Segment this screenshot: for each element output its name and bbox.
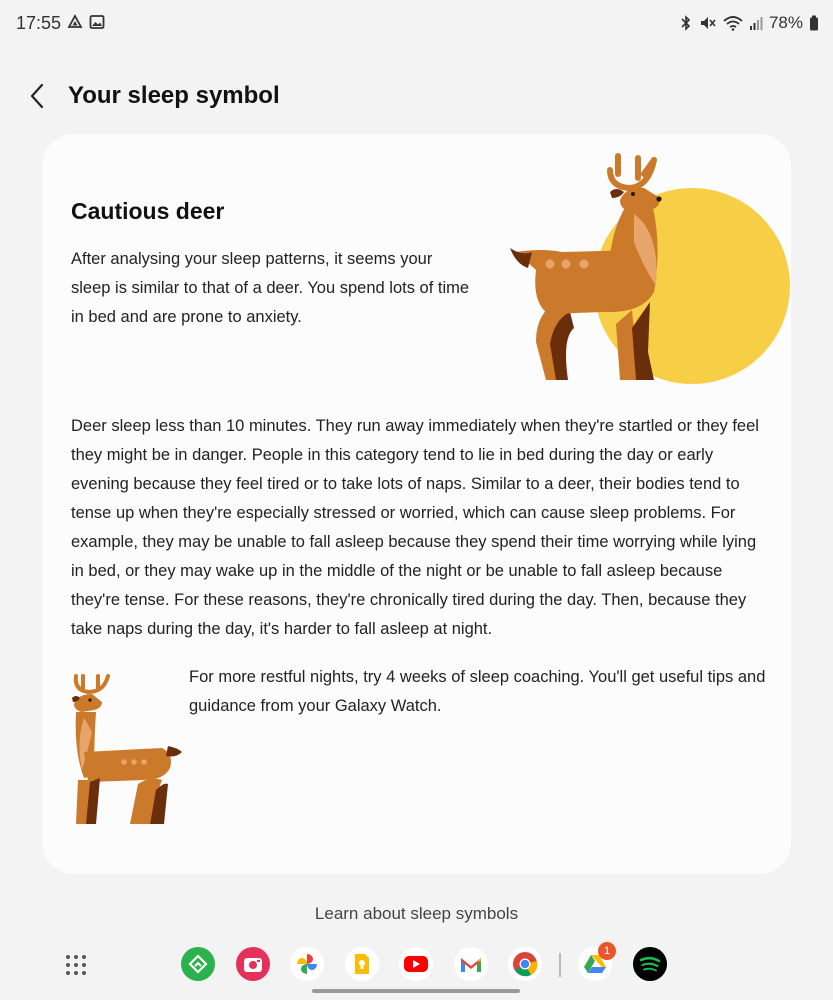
status-bar [0,0,833,48]
app-drawer-icon[interactable] [65,954,87,976]
deer-with-sun-illustration [502,152,792,384]
signal-icon [749,15,763,31]
bluetooth-icon [679,15,693,31]
feedly-icon[interactable] [181,947,215,981]
app-header [0,70,833,126]
taskbar-divider [559,953,561,977]
keep-icon[interactable] [345,947,379,981]
coaching-text: For more restful nights, try 4 weeks of sleep coaching. You'll get useful tips and guidance from your Galaxy Watch. [189,668,766,715]
page-title: Your sleep symbol [68,82,280,109]
chrome-icon[interactable] [508,947,542,981]
taskbar [0,942,833,988]
gallery-notification-icon [89,14,105,30]
youtube-icon[interactable] [399,947,433,981]
back-button[interactable] [22,80,54,112]
drive-notification-icon [67,14,83,30]
spotify-logo-icon [639,955,661,973]
status-time: 17:55 [16,13,62,33]
gmail-icon[interactable] [454,947,488,981]
mute-icon [699,15,717,31]
wifi-icon [723,15,743,31]
battery-icon [809,15,819,31]
deer-illustration [70,672,182,824]
battery-percent: 78% [768,13,803,32]
detail-text: Deer sleep less than 10 minutes. They run away immediately when they're startled or they feel they might be in danger. People in this category tend to lie in bed during the day or early evening because they feel tired or to take lots of naps. Similar to a deer, their bodies tend to tense up when they're especially stressed or worried, which can cause sleep problems. For example, they may be unable to fall asleep because they spend their time worrying while lying in bed, or they may wake up in the middle of the night or be unable to fall asleep because they're tense. For these reasons, they're chronically tired during the day. Then, because they take naps during the day, it's harder to fall asleep at night. [71,417,759,638]
home-indicator[interactable] [312,989,520,993]
learn-sleep-symbols-link[interactable]: Learn about sleep symbols [314,904,519,923]
symbol-title: Cautious deer [71,198,225,224]
status-icons [679,13,819,33]
camera-icon[interactable] [236,947,270,981]
intro-text: After analysing your sleep patterns, it seems your sleep is similar to that of a deer. You spend lots of time in bed and are prone to anxiety. [71,250,470,326]
photos-icon[interactable] [290,947,324,981]
drive-notification-badge: 1 [598,942,616,960]
sleep-symbol-card [42,134,791,874]
spotify-icon[interactable] [633,947,667,981]
